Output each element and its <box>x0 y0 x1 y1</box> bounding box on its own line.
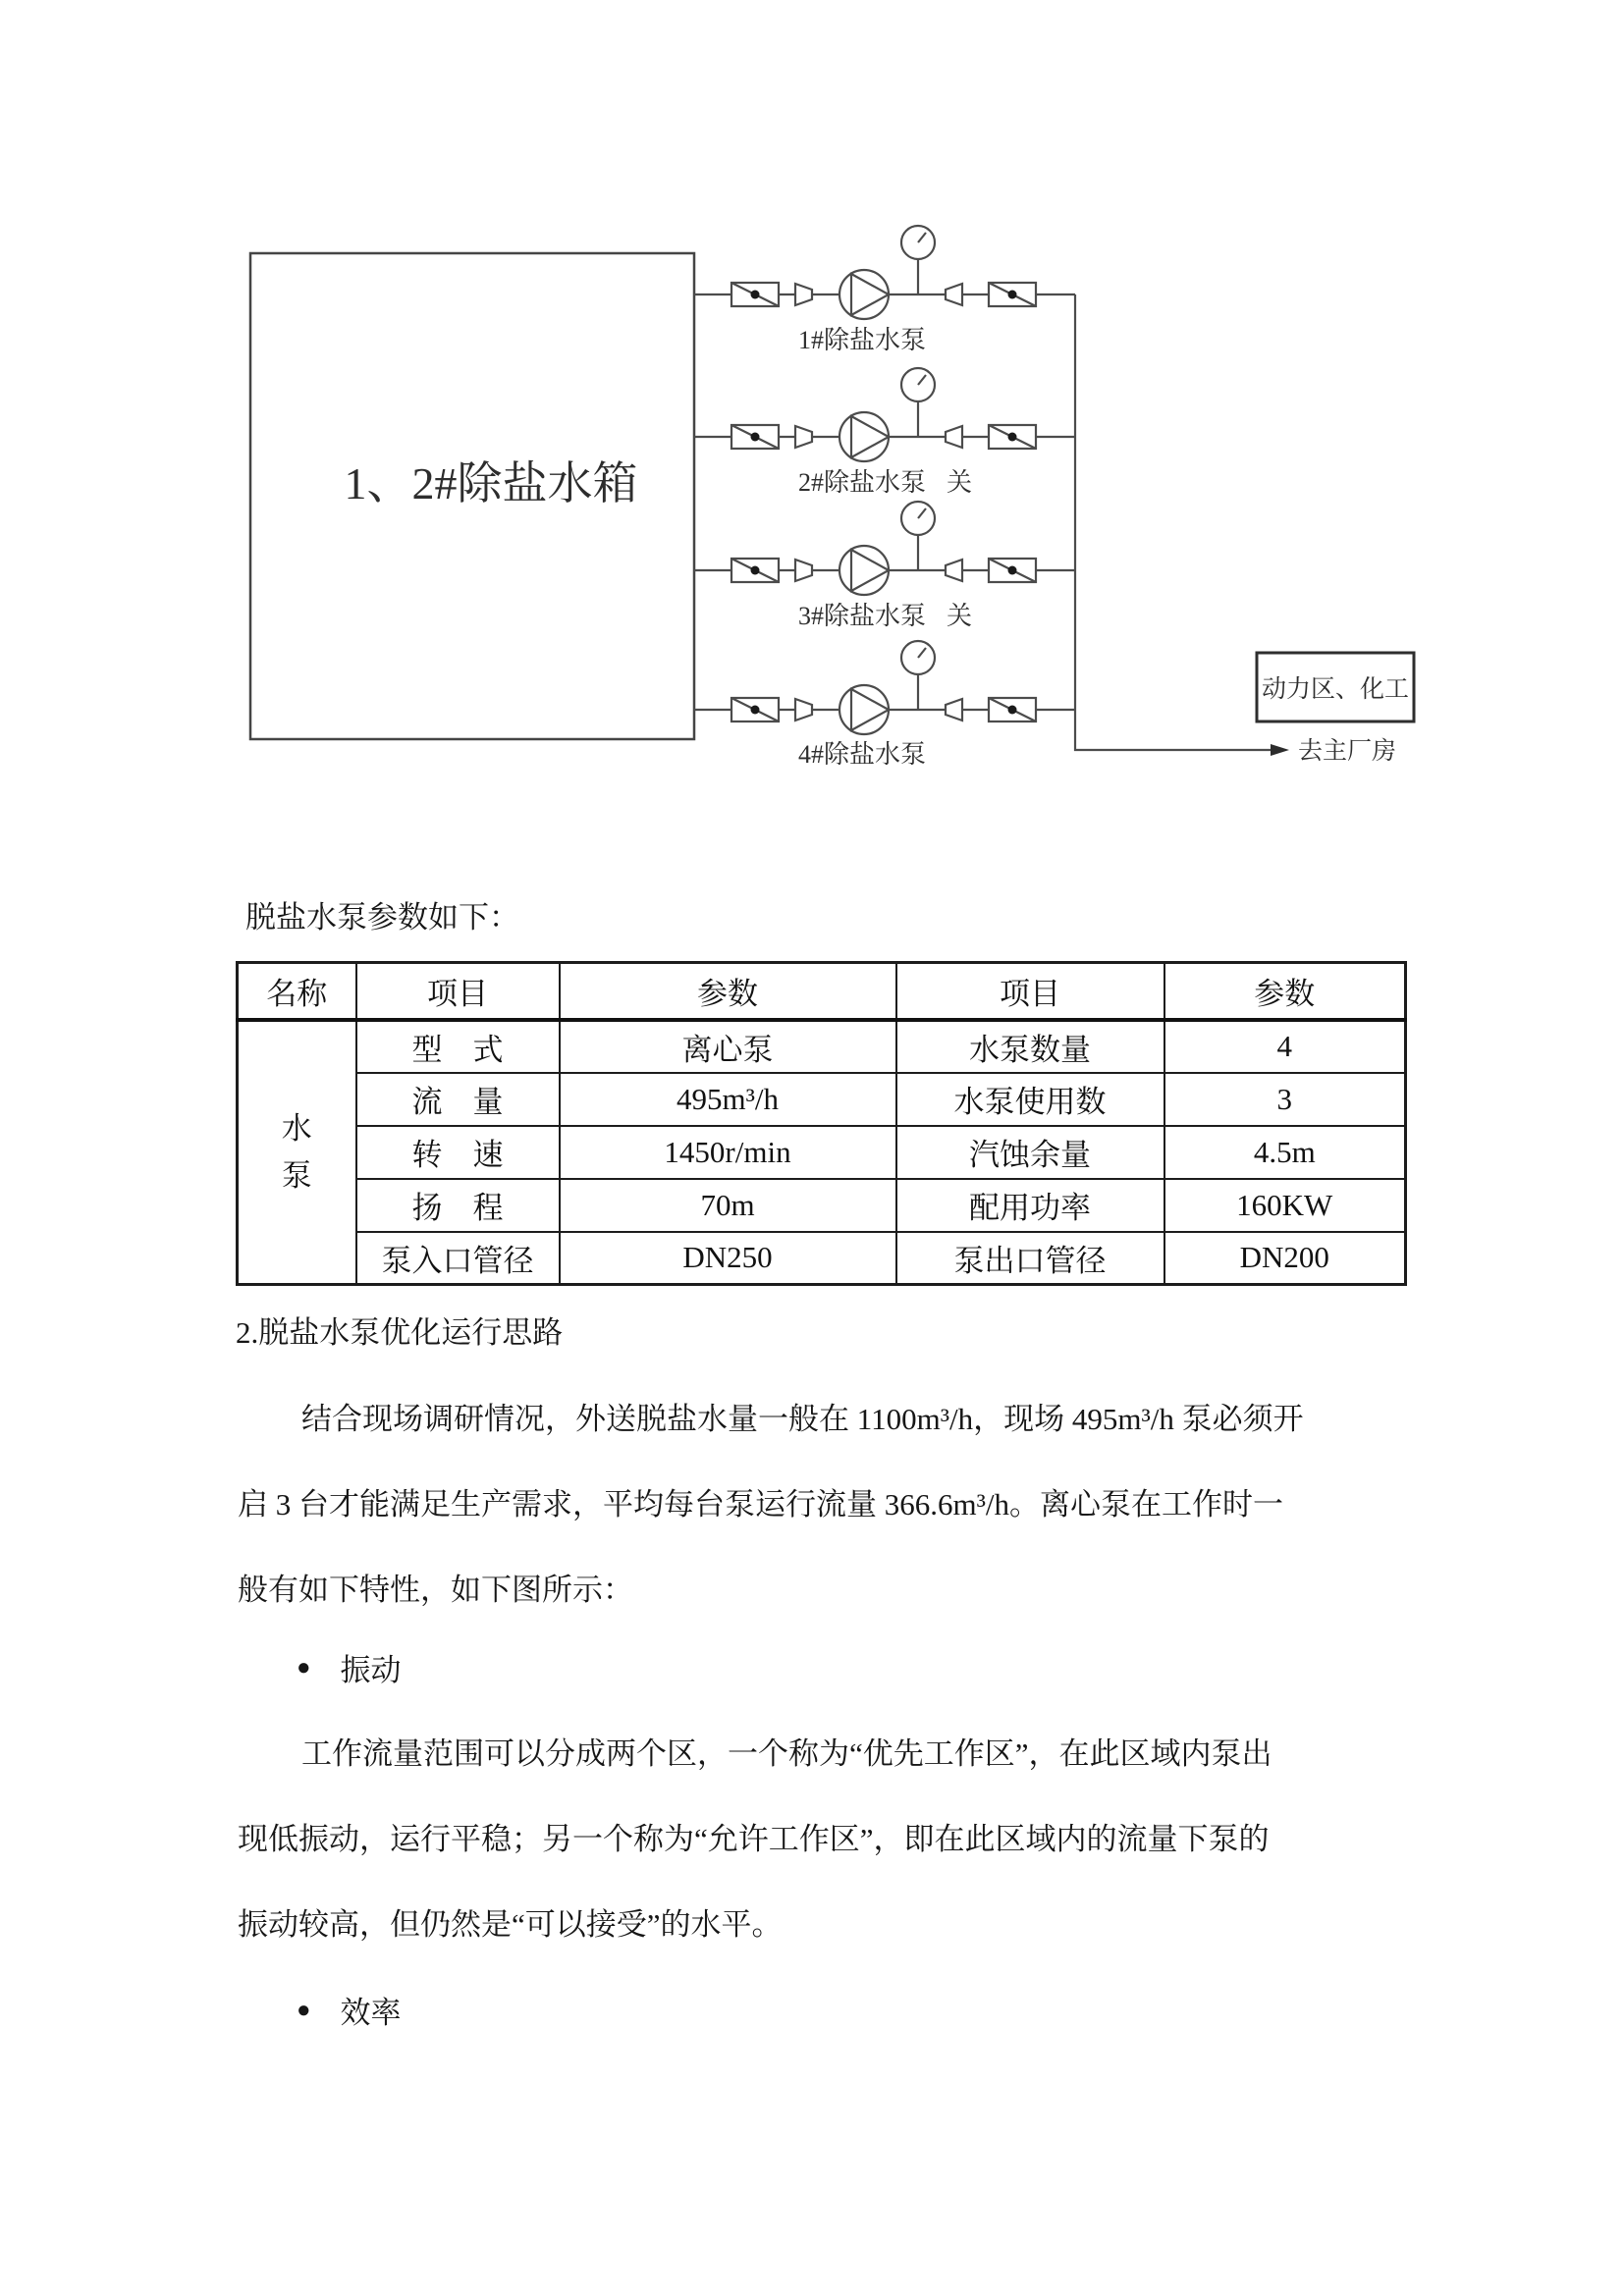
paragraph-line: 工作流量范围可以分成两个区，一个称为“优先工作区”，在此区域内泵出 <box>301 1736 1272 1771</box>
table-cell: 型 式 <box>356 1020 560 1073</box>
bullet-dot-icon: ● <box>297 1654 311 1681</box>
tank-label: 1、2#除盐水箱 <box>344 458 638 508</box>
table-header-cell: 项目 <box>356 963 560 1020</box>
paragraph <box>238 1373 1445 1629</box>
table-header-cell: 参数 <box>1164 963 1406 1020</box>
table-cell: 泵出口管径 <box>896 1232 1164 1285</box>
table-cell: DN250 <box>560 1232 896 1285</box>
table-row <box>238 1020 1406 1073</box>
pump-line-1 <box>694 226 1075 319</box>
table-cell: 495m³/h <box>560 1073 896 1126</box>
table-header-row <box>238 963 1406 1020</box>
table-cell: 汽蚀余量 <box>896 1126 1164 1179</box>
bullet-item <box>238 1967 402 2053</box>
paragraph <box>238 1708 1445 1964</box>
table-cell: 4.5m <box>1164 1126 1406 1179</box>
pump-line-3 <box>694 502 1075 595</box>
pump-line-2 <box>694 368 1075 461</box>
pump-3-label: 3#除盐水泵 <box>797 602 927 630</box>
table-cell: 水泵使用数 <box>896 1073 1164 1126</box>
table-cell: 70m <box>560 1179 896 1232</box>
table-cell: 转 速 <box>356 1126 560 1179</box>
table-cell: 离心泵 <box>560 1020 896 1073</box>
table-row <box>238 1232 1406 1285</box>
pump-3-status: 关 <box>946 602 973 630</box>
table-header-cell: 项目 <box>896 963 1164 1020</box>
table-cell: 4 <box>1164 1020 1406 1073</box>
paragraph-line: 启 3 台才能满足生产需求，平均每台泵运行流量 366.6m³/h。离心泵在工作时一 <box>238 1487 1284 1522</box>
table-title: 脱盐水泵参数如下： <box>245 900 519 934</box>
arrow-right-icon <box>1271 744 1289 756</box>
table-cell: 160KW <box>1164 1179 1406 1232</box>
table-cell: 1450r/min <box>560 1126 896 1179</box>
table-row <box>238 1073 1406 1126</box>
bullet-label: 效率 <box>340 1996 402 2030</box>
paragraph-line: 结合现场调研情况，外送脱盐水量一般在 1100m³/h，现场 495m³/h 泵必须开 <box>301 1402 1304 1436</box>
paragraph-line: 现低振动，运行平稳；另一个称为“允许工作区”，即在此区域内的流量下泵的 <box>238 1822 1270 1856</box>
table-cell: 配用功率 <box>896 1179 1164 1232</box>
pump-line-4 <box>694 641 1075 734</box>
piping-diagram <box>0 0 1624 864</box>
table-cell: 流 量 <box>356 1073 560 1126</box>
bullet-dot-icon: ● <box>297 1997 311 2023</box>
table-cell: DN200 <box>1164 1232 1406 1285</box>
header-pipe <box>1075 294 1271 750</box>
pump-parameters-table <box>236 961 1407 1286</box>
table-row <box>238 1179 1406 1232</box>
pump-1-label: 1#除盐水泵 <box>797 326 927 354</box>
destination-box-label: 动力区、化工 <box>1261 676 1410 703</box>
table-cell: 水泵数量 <box>896 1020 1164 1073</box>
pump-2-label: 2#除盐水泵 <box>797 468 927 497</box>
group-label: 水泵 <box>281 1110 312 1193</box>
paragraph-line: 般有如下特性，如下图所示： <box>238 1573 633 1607</box>
group-label-cell <box>238 1020 356 1285</box>
to-main-plant-label: 去主厂房 <box>1298 738 1397 765</box>
bullet-item <box>238 1625 402 1710</box>
table-header-cell: 参数 <box>560 963 896 1020</box>
table-header-cell: 名称 <box>238 963 356 1020</box>
table-cell: 3 <box>1164 1073 1406 1126</box>
table-row <box>238 1126 1406 1179</box>
pump-4-label: 4#除盐水泵 <box>797 740 927 769</box>
table-cell: 扬 程 <box>356 1179 560 1232</box>
paragraph-line: 振动较高，但仍然是“可以接受”的水平。 <box>238 1907 783 1942</box>
section-heading: 2.脱盐水泵优化运行思路 <box>236 1315 564 1350</box>
bullet-label: 振动 <box>340 1653 402 1687</box>
table-cell: 泵入口管径 <box>356 1232 560 1285</box>
pump-2-status: 关 <box>946 468 973 497</box>
